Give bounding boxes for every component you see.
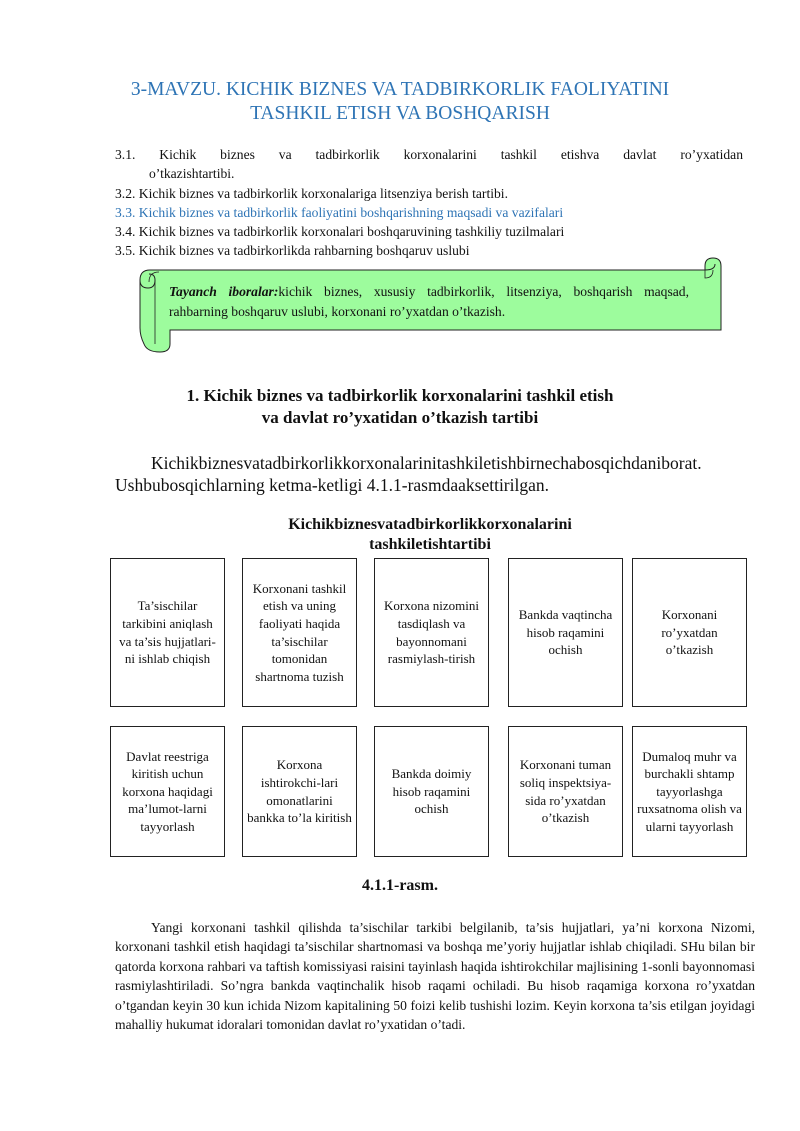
table-of-contents: [115, 145, 743, 261]
step-box-6: Davlat reestriga kiritish uchun korxona haqidagi ma’lumot-larni tayyorlash: [110, 726, 225, 857]
section-heading-line-1: 1. Kichik biznes va tadbirkorlik korxonalarini tashkil etish: [186, 386, 614, 405]
step-box-2: Korxonani tashkil etish va uning faoliyati haqida ta’sischilar tomonidan shartnoma tuzish: [242, 558, 357, 707]
toc-item-3-1[interactable]: 3.1. Kichik biznes va tadbirkorlik korxonalarini tashkil etishva davlat ro’yxatidan: [115, 147, 743, 162]
body-paragraph: Yangi korxonani tashkil qilishda ta’sischilar tarkibi belgilanib, ta’sis hujjatlari, ya’ni korxona Nizomi, korxonani tashkil etish haqidagi ta’sischilar shartnomasi va boshqa me’yoriy hujjatlar ishlab chiqiladi. SHu bilan bir qatorda korxona rahbari va taftish komissiyasi raisini tayinlash haqida ishtirokchilar majlisining 1-sonli bayonnomasi rasmiylashtiriladi. So’ngra bankda vaqtinchalik hisob raqami ochiladi. Bu hisob raqamiga korxona ro’yxatdan o’tgandan keyin 30 kun ichida Nizom kapitalining 50 foizi kelib tushishi lozim. Keyin korxona ta’sis etilgan joyidagi mahalliy hukumat idoralari tomonidan davlat ro’yxatidan o’tadi.: [115, 920, 755, 1033]
intro-line-2: Ushbubosqichlarning ketma-ketligi 4.1.1-rasmdaaksettirilgan.: [115, 475, 549, 495]
toc-item-3-4[interactable]: 3.4. Kichik biznes va tadbirkorlik korxonalari boshqaruvining tashkiliy tuzilmalari: [115, 224, 565, 240]
diagram-title-line-2: tashkiletishtartibi: [369, 536, 491, 553]
toc-item-3-5[interactable]: 3.5. Kichik biznes va tadbirkorlikda rahbarning boshqaruv uslubi: [115, 243, 470, 259]
step-box-5: Korxonani ro’yxatdan o’tkazish: [632, 558, 747, 707]
step-box-1: Ta’sischilar tarkibini aniqlash va ta’sis hujjatlari-ni ishlab chiqish: [110, 558, 225, 707]
diagram-title-line-1: Kichikbiznesvatadbirkorlikkorxonalarini: [288, 516, 572, 533]
step-box-4: Bankda vaqtincha hisob raqamini ochish: [508, 558, 623, 707]
toc-item-3-1-continued[interactable]: o’tkazishtartibi.: [149, 166, 235, 182]
step-box-8: Bankda doimiy hisob raqamini ochish: [374, 726, 489, 857]
page-title: 3-MAVZU. KICHIK BIZNES VA TADBIRKORLIK FAOLIYATINI TASHKIL ETISH VA BOSHQARISH: [130, 79, 670, 124]
step-box-9: Korxonani tuman soliq inspektsiya-sida ro’yxatdan o’tkazish: [508, 726, 623, 857]
section-heading-line-2: va davlat ro’yxatidan o’tkazish tartibi: [261, 408, 539, 427]
step-box-3: Korxona nizomini tasdiqlash va bayonnomani rasmiylash-tirish: [374, 558, 489, 707]
keywords-list: kichik biznes, xususiy tadbirkorlik, litsenziya, boshqarish maqsad, rahbarning boshqaruv uslubi, korxonani ro’yxatdan o’tkazish.: [169, 284, 689, 319]
keywords-label: Tayanch iboralar:: [169, 284, 279, 299]
section-heading: [140, 385, 660, 429]
toc-item-3-3[interactable]: 3.3. Kichik biznes va tadbirkorlik faoliyatini boshqarishning maqsadi va vazifalari: [115, 204, 564, 220]
figure-caption: 4.1.1-rasm.: [362, 877, 438, 894]
intro-text: [115, 452, 755, 496]
keywords-scroll: [135, 254, 725, 356]
step-box-7: Korxona ishtirokchi-lari omonatlarini bankka to’la kiritish: [242, 726, 357, 857]
diagram-title: [200, 515, 660, 555]
keywords-text: [169, 282, 689, 321]
step-box-10: Dumaloq muhr va burchakli shtamp tayyorlashga ruxsatnoma olish va ularni tayyorlash: [632, 726, 747, 857]
intro-line-1: Kichikbiznesvatadbirkorlikkorxonalarinitashkiletishbirnechabosqichdaniborat.: [151, 453, 702, 473]
toc-item-3-2[interactable]: 3.2. Kichik biznes va tadbirkorlik korxonalariga litsenziya berish tartibi.: [115, 185, 508, 201]
